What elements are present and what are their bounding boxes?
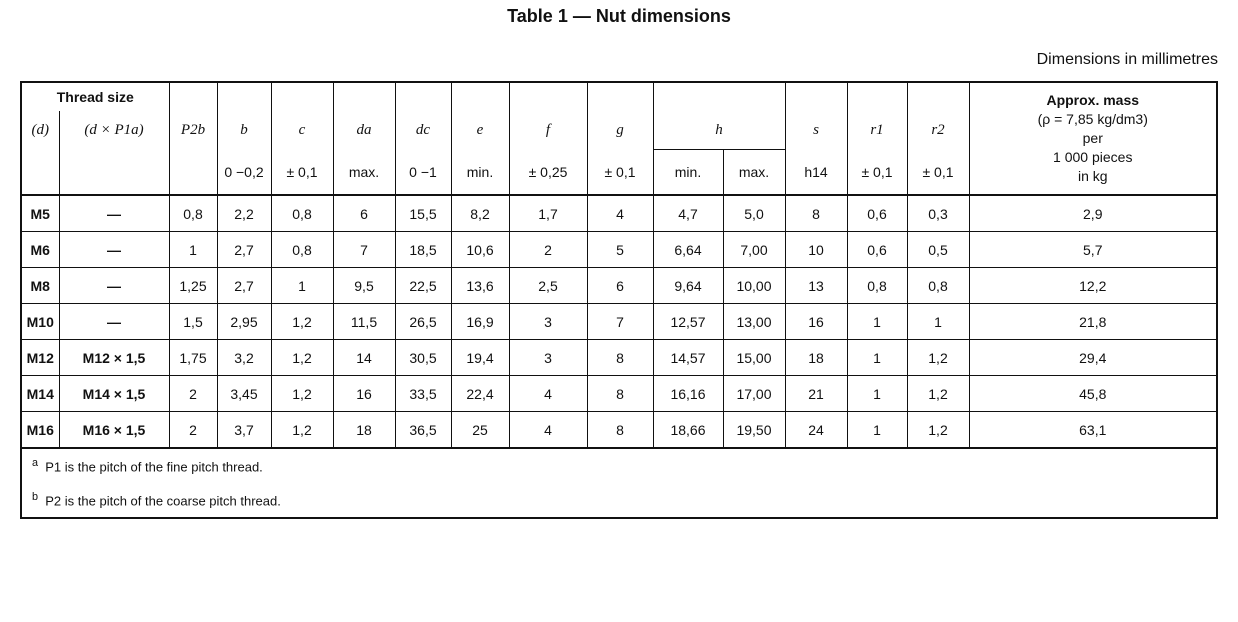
cell-hmin: 9,64 bbox=[653, 268, 723, 304]
cell-hmax: 10,00 bbox=[723, 268, 785, 304]
cell-b: 2,95 bbox=[217, 304, 271, 340]
cell-dc: 15,5 bbox=[395, 195, 451, 232]
r1-header: r1 bbox=[847, 111, 907, 150]
table-row bbox=[21, 232, 1217, 268]
table-row bbox=[21, 412, 1217, 449]
cell-hmax: 19,50 bbox=[723, 412, 785, 449]
cell-dc: 36,5 bbox=[395, 412, 451, 449]
cell-b: 2,2 bbox=[217, 195, 271, 232]
cell-hmax: 5,0 bbox=[723, 195, 785, 232]
cell-dc: 22,5 bbox=[395, 268, 451, 304]
r1-tolerance: ± 0,1 bbox=[847, 150, 907, 196]
mass-per: per bbox=[1082, 130, 1103, 146]
table-row bbox=[21, 376, 1217, 412]
cell-b: 2,7 bbox=[217, 232, 271, 268]
cell-s: 18 bbox=[785, 340, 847, 376]
cell-f: 1,7 bbox=[509, 195, 587, 232]
cell-d: M10 bbox=[21, 304, 59, 340]
cell-d: M8 bbox=[21, 268, 59, 304]
cell-b: 2,7 bbox=[217, 268, 271, 304]
cell bbox=[59, 150, 169, 196]
cell-mass: 2,9 bbox=[969, 195, 1217, 232]
cell-mass: 63,1 bbox=[969, 412, 1217, 449]
footnote-mark: b bbox=[32, 491, 39, 504]
f-tolerance: ± 0,25 bbox=[509, 150, 587, 196]
footnote-text: P1 is the pitch of the fine pitch thread. bbox=[45, 459, 263, 475]
cell-b: 3,7 bbox=[217, 412, 271, 449]
cell bbox=[333, 82, 395, 111]
cell-r2: 1,2 bbox=[907, 412, 969, 449]
cell-da: 14 bbox=[333, 340, 395, 376]
cell-d: M5 bbox=[21, 195, 59, 232]
cell-e: 13,6 bbox=[451, 268, 509, 304]
thread-size-header bbox=[21, 82, 169, 111]
table-row bbox=[21, 340, 1217, 376]
r2-header: r2 bbox=[907, 111, 969, 150]
cell-r1: 1 bbox=[847, 376, 907, 412]
mass-pieces: 1 000 pieces bbox=[1053, 149, 1133, 165]
da-tolerance: max. bbox=[333, 150, 395, 196]
cell-e: 8,2 bbox=[451, 195, 509, 232]
cell-c: 1,2 bbox=[271, 304, 333, 340]
cell-r2: 0,8 bbox=[907, 268, 969, 304]
cell-p2: 0,8 bbox=[169, 195, 217, 232]
cell-e: 22,4 bbox=[451, 376, 509, 412]
cell-g: 4 bbox=[587, 195, 653, 232]
cell bbox=[587, 82, 653, 111]
cell-s: 24 bbox=[785, 412, 847, 449]
cell-e: 16,9 bbox=[451, 304, 509, 340]
cell-c: 1,2 bbox=[271, 340, 333, 376]
cell-hmin: 6,64 bbox=[653, 232, 723, 268]
cell bbox=[451, 82, 509, 111]
cell-mass: 5,7 bbox=[969, 232, 1217, 268]
cell-r2: 1,2 bbox=[907, 340, 969, 376]
cell-dxp1: — bbox=[59, 232, 169, 268]
h-max-tolerance: max. bbox=[723, 150, 785, 196]
cell-dxp1: M16 × 1,5 bbox=[59, 412, 169, 449]
footnote-a bbox=[21, 448, 1217, 483]
cell-c: 1 bbox=[271, 268, 333, 304]
cell-da: 11,5 bbox=[333, 304, 395, 340]
cell-s: 13 bbox=[785, 268, 847, 304]
cell-s: 16 bbox=[785, 304, 847, 340]
cell bbox=[907, 82, 969, 111]
cell-c: 0,8 bbox=[271, 232, 333, 268]
cell-hmax: 15,00 bbox=[723, 340, 785, 376]
cell-dxp1: — bbox=[59, 268, 169, 304]
cell-r2: 0,5 bbox=[907, 232, 969, 268]
cell-mass: 12,2 bbox=[969, 268, 1217, 304]
dc-tolerance: 0 −1 bbox=[395, 150, 451, 196]
cell-dc: 18,5 bbox=[395, 232, 451, 268]
cell-e: 25 bbox=[451, 412, 509, 449]
cell-r2: 0,3 bbox=[907, 195, 969, 232]
table-body bbox=[21, 195, 1217, 448]
mass-density: (ρ = 7,85 kg/dm3) bbox=[1037, 111, 1148, 127]
table-footnotes bbox=[21, 448, 1217, 518]
cell-p2: 1 bbox=[169, 232, 217, 268]
cell-hmin: 12,57 bbox=[653, 304, 723, 340]
cell-r1: 1 bbox=[847, 340, 907, 376]
cell-p2: 2 bbox=[169, 376, 217, 412]
cell-r1: 0,8 bbox=[847, 268, 907, 304]
thread-size-label: Thread size bbox=[56, 89, 134, 105]
units-note: Dimensions in millimetres bbox=[1036, 51, 1218, 68]
cell-s: 10 bbox=[785, 232, 847, 268]
cell-da: 9,5 bbox=[333, 268, 395, 304]
cell-p2: 1,75 bbox=[169, 340, 217, 376]
b-header: b bbox=[217, 111, 271, 150]
cell-r1: 1 bbox=[847, 304, 907, 340]
s-header: s bbox=[785, 111, 847, 150]
cell-e: 10,6 bbox=[451, 232, 509, 268]
cell-c: 0,8 bbox=[271, 195, 333, 232]
cell-mass: 21,8 bbox=[969, 304, 1217, 340]
p2-header: P2b bbox=[169, 111, 217, 150]
cell bbox=[217, 82, 271, 111]
cell-p2: 1,5 bbox=[169, 304, 217, 340]
table-row bbox=[21, 304, 1217, 340]
dxp1-col-header: (d × P1a) bbox=[59, 111, 169, 150]
cell-g: 5 bbox=[587, 232, 653, 268]
g-header: g bbox=[587, 111, 653, 150]
nut-dimensions-table bbox=[20, 81, 1218, 519]
cell-hmax: 17,00 bbox=[723, 376, 785, 412]
cell-g: 8 bbox=[587, 412, 653, 449]
cell bbox=[847, 82, 907, 111]
cell-r1: 0,6 bbox=[847, 232, 907, 268]
cell-s: 21 bbox=[785, 376, 847, 412]
cell-f: 3 bbox=[509, 340, 587, 376]
cell bbox=[653, 82, 785, 111]
cell-b: 3,45 bbox=[217, 376, 271, 412]
b-tolerance: 0 −0,2 bbox=[217, 150, 271, 196]
cell-dc: 33,5 bbox=[395, 376, 451, 412]
cell-g: 6 bbox=[587, 268, 653, 304]
h-min-tolerance: min. bbox=[653, 150, 723, 196]
cell-e: 19,4 bbox=[451, 340, 509, 376]
c-tolerance: ± 0,1 bbox=[271, 150, 333, 196]
cell bbox=[271, 82, 333, 111]
table-row bbox=[21, 195, 1217, 232]
cell-mass: 45,8 bbox=[969, 376, 1217, 412]
footnote-b bbox=[21, 483, 1217, 518]
cell-da: 7 bbox=[333, 232, 395, 268]
table-title: Table 1 — Nut dimensions bbox=[507, 6, 731, 26]
table-header bbox=[21, 82, 1217, 195]
cell-r2: 1,2 bbox=[907, 376, 969, 412]
cell-f: 2,5 bbox=[509, 268, 587, 304]
cell-r2: 1 bbox=[907, 304, 969, 340]
s-tolerance: h14 bbox=[785, 150, 847, 196]
mass-unit: in kg bbox=[1077, 168, 1108, 184]
cell bbox=[169, 82, 217, 111]
table-row bbox=[21, 268, 1217, 304]
cell-hmin: 18,66 bbox=[653, 412, 723, 449]
g-tolerance: ± 0,1 bbox=[587, 150, 653, 196]
cell-dxp1: — bbox=[59, 304, 169, 340]
cell-p2: 1,25 bbox=[169, 268, 217, 304]
cell-dxp1: M12 × 1,5 bbox=[59, 340, 169, 376]
cell-mass: 29,4 bbox=[969, 340, 1217, 376]
cell-hmin: 16,16 bbox=[653, 376, 723, 412]
e-tolerance: min. bbox=[451, 150, 509, 196]
r2-tolerance: ± 0,1 bbox=[907, 150, 969, 196]
cell bbox=[785, 82, 847, 111]
cell-d: M12 bbox=[21, 340, 59, 376]
cell-hmin: 4,7 bbox=[653, 195, 723, 232]
cell-g: 8 bbox=[587, 376, 653, 412]
cell-hmax: 7,00 bbox=[723, 232, 785, 268]
footnote-text: P2 is the pitch of the coarse pitch thread. bbox=[45, 493, 281, 509]
d-col-header: (d) bbox=[21, 111, 59, 150]
cell-f: 2 bbox=[509, 232, 587, 268]
cell-p2: 2 bbox=[169, 412, 217, 449]
cell bbox=[21, 150, 59, 196]
cell-d: M14 bbox=[21, 376, 59, 412]
cell-da: 18 bbox=[333, 412, 395, 449]
c-header: c bbox=[271, 111, 333, 150]
cell-f: 4 bbox=[509, 376, 587, 412]
cell-hmin: 14,57 bbox=[653, 340, 723, 376]
cell-dxp1: M14 × 1,5 bbox=[59, 376, 169, 412]
cell-s: 8 bbox=[785, 195, 847, 232]
e-header: e bbox=[451, 111, 509, 150]
cell-d: M16 bbox=[21, 412, 59, 449]
cell-dxp1: — bbox=[59, 195, 169, 232]
f-header: f bbox=[509, 111, 587, 150]
cell-r1: 1 bbox=[847, 412, 907, 449]
cell-dc: 30,5 bbox=[395, 340, 451, 376]
h-header: h bbox=[653, 111, 785, 150]
mass-header bbox=[969, 82, 1217, 195]
cell-g: 7 bbox=[587, 304, 653, 340]
cell-dc: 26,5 bbox=[395, 304, 451, 340]
footnote-mark: a bbox=[32, 457, 39, 470]
da-header: da bbox=[333, 111, 395, 150]
cell-r1: 0,6 bbox=[847, 195, 907, 232]
cell-f: 3 bbox=[509, 304, 587, 340]
cell-c: 1,2 bbox=[271, 412, 333, 449]
cell-da: 16 bbox=[333, 376, 395, 412]
mass-title: Approx. mass bbox=[1046, 92, 1140, 108]
cell-d: M6 bbox=[21, 232, 59, 268]
cell bbox=[509, 82, 587, 111]
cell-c: 1,2 bbox=[271, 376, 333, 412]
cell-hmax: 13,00 bbox=[723, 304, 785, 340]
cell-f: 4 bbox=[509, 412, 587, 449]
cell bbox=[169, 150, 217, 196]
cell-da: 6 bbox=[333, 195, 395, 232]
cell-b: 3,2 bbox=[217, 340, 271, 376]
cell bbox=[395, 82, 451, 111]
dc-header: dc bbox=[395, 111, 451, 150]
cell-g: 8 bbox=[587, 340, 653, 376]
